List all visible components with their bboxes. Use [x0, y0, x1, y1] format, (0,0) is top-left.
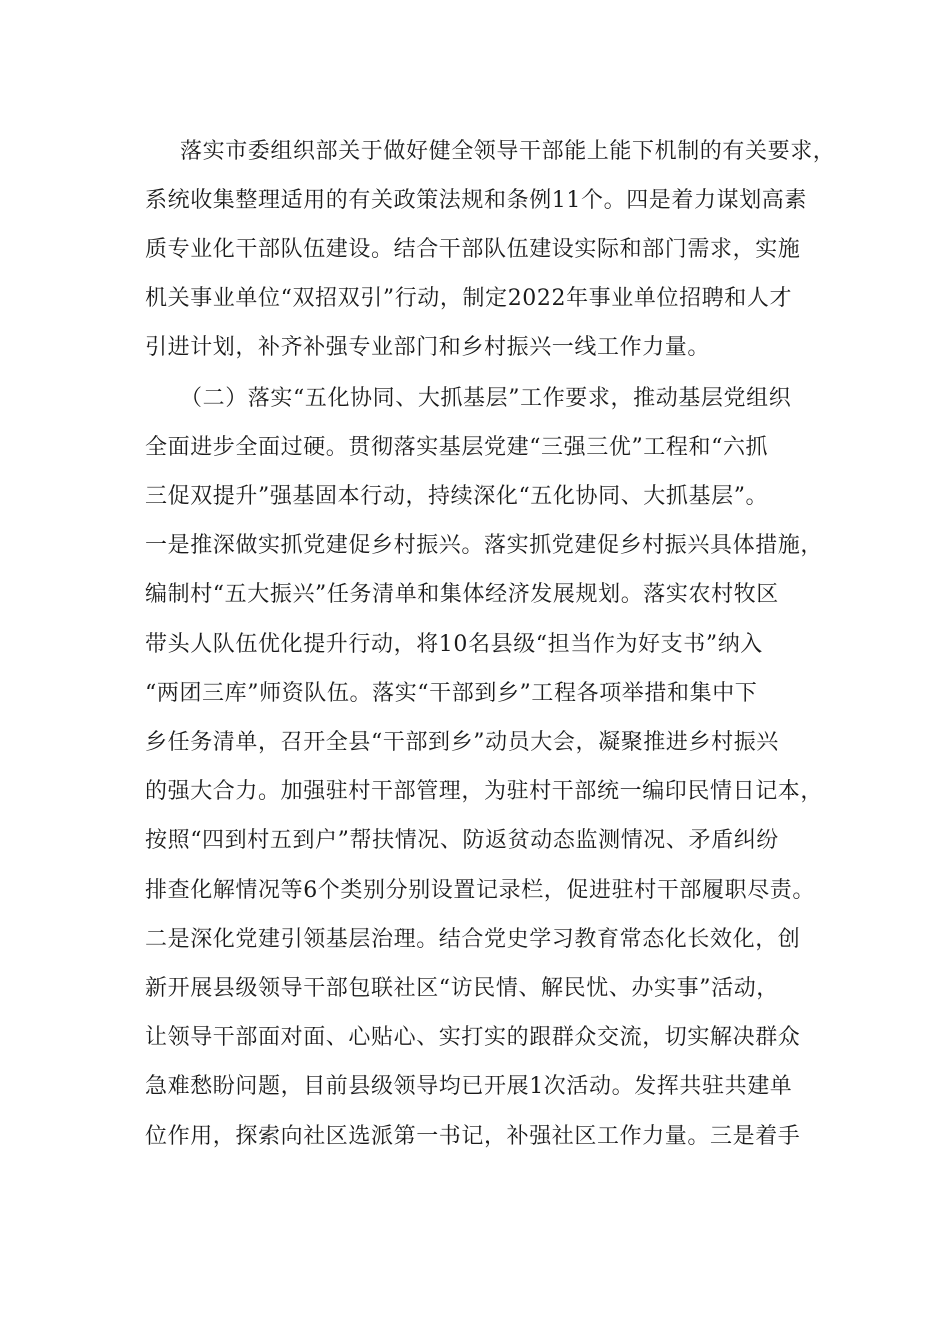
- text-line: 乡任务清单，召开全县“干部到乡”动员大会，凝聚推进乡村振兴: [145, 730, 779, 755]
- text-line: 的强大合力。加强驻村干部管理，为驻村干部统一编印民情日记本，: [145, 779, 824, 804]
- text-line: 机关事业单位“双招双引”行动，制定2022年事业单位招聘和人才: [145, 286, 793, 311]
- text-line: 全面进步全面过硬。贯彻落实基层党建“三强三优”工程和“六抓: [145, 435, 769, 460]
- text-line: 排查化解情况等6个类别分别设置记录栏，促进驻村干部履职尽责。: [145, 878, 815, 903]
- text-line: （二）落实“五化协同、大抓基层”工作要求，推动基层党组织: [180, 386, 792, 411]
- text-line: 位作用，探索向社区选派第一书记，补强社区工作力量。三是着手: [145, 1124, 801, 1149]
- text-line: 质专业化干部队伍建设。结合干部队伍建设实际和部门需求，实施: [145, 237, 801, 262]
- text-line: 编制村“五大振兴”任务清单和集体经济发展规划。落实农村牧区: [145, 582, 779, 607]
- text-line: 带头人队伍优化提升行动，将10名县级“担当作为好支书”纳入: [145, 632, 763, 657]
- text-line: 新开展县级领导干部包联社区“访民情、解民忧、办实事”活动，: [145, 976, 779, 1001]
- text-line: 二是深化党建引领基层治理。结合党史学习教育常态化长效化，创: [145, 927, 801, 952]
- text-line: 让领导干部面对面、心贴心、实打实的跟群众交流，切实解决群众: [145, 1025, 801, 1050]
- text-line: 三促双提升”强基固本行动，持续深化“五化协同、大抓基层”。: [145, 484, 769, 509]
- text-line: “两团三库”师资队伍。落实“干部到乡”工程各项举措和集中下: [145, 681, 758, 706]
- text-line: 一是推深做实抓党建促乡村振兴。落实抓党建促乡村振兴具体措施，: [145, 533, 824, 558]
- text-line: 落实市委组织部关于做好健全领导干部能上能下机制的有关要求，: [180, 139, 836, 164]
- text-line: 按照“四到村五到户”帮扶情况、防返贫动态监测情况、矛盾纠纷: [145, 828, 779, 853]
- text-line: 系统收集整理适用的有关政策法规和条例11个。四是着力谋划高素: [145, 188, 807, 213]
- text-line: 引进计划，补齐补强专业部门和乡村振兴一线工作力量。: [145, 335, 711, 360]
- text-line: 急难愁盼问题，目前县级领导均已开展1次活动。发挥共驻共建单: [145, 1074, 793, 1099]
